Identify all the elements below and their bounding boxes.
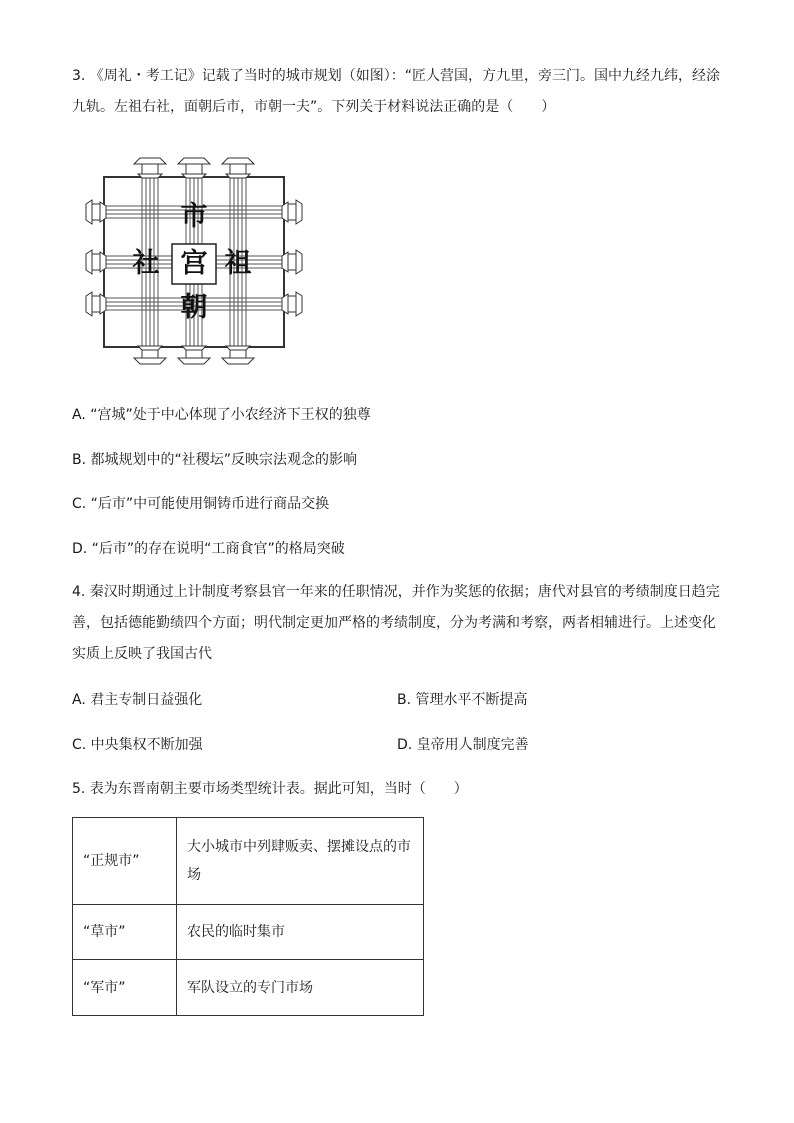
north-gates: [134, 158, 254, 178]
q4-option-a[interactable]: A. 君主专制日益强化: [72, 692, 203, 708]
table-row: [73, 818, 424, 905]
table-row: [73, 905, 424, 960]
q3-option-d[interactable]: D. “后市”的存在说明“工商食官”的格局突破: [72, 541, 345, 557]
label-court: 朝: [180, 292, 208, 323]
label-market: 市: [180, 201, 208, 232]
table-cell-type: “正规市”: [73, 818, 177, 905]
q4-option-c[interactable]: C. 中央集权不断加强: [72, 737, 203, 753]
east-gates: [282, 200, 302, 316]
table-cell-desc: 军队设立的专门市场: [177, 960, 424, 1016]
table-cell-type: “草市”: [73, 905, 177, 960]
q4-option-d[interactable]: D. 皇帝用人制度完善: [397, 737, 529, 753]
west-gates: [86, 200, 106, 316]
city-plan-figure: [84, 150, 304, 370]
label-ancestral-temple: 祖: [224, 248, 252, 279]
label-palace: 宫: [180, 248, 208, 279]
question-3-stem: 3. 《周礼・考工记》记载了当时的城市规划（如图）：“匠人营国，方九里，旁三门。国中九经九纬，经涂九轨。左祖右社，面朝后市，市朝一夫”。下列关于材料说法正确的是（ ）: [72, 68, 721, 115]
q4-option-b[interactable]: B. 管理水平不断提高: [397, 692, 528, 708]
table-row: [73, 960, 424, 1016]
q3-option-a[interactable]: A. “宫城”处于中心体现了小农经济下王权的独尊: [72, 407, 371, 423]
table-cell-type: “军市”: [73, 960, 177, 1016]
q3-option-c[interactable]: C. “后市”中可能使用铜铸币进行商品交换: [72, 496, 330, 512]
table-cell-desc: 农民的临时集市: [177, 905, 424, 960]
market-types-table: [72, 817, 424, 1016]
south-gates: [134, 346, 254, 364]
label-altar-she: 社: [132, 248, 160, 279]
q3-option-b[interactable]: B. 都城规划中的“社稷坛”反映宗法观念的影响: [72, 452, 358, 468]
question-5-stem: 5. 表为东晋南朝主要市场类型统计表。据此可知，当时（ ）: [72, 781, 468, 797]
question-4-stem: 4. 秦汉时期通过上计制度考察县官一年来的任职情况，并作为奖惩的依据；唐代对县官的考绩制度日趋完善，包括德能勤绩四个方面；明代制定更加严格的考绩制度，分为考满和考察，两者相辅进行。上述变化实质上反映了我国古代: [72, 584, 720, 662]
table-cell-desc: 大小城市中列肆贩卖、摆摊设点的市场: [177, 818, 424, 905]
